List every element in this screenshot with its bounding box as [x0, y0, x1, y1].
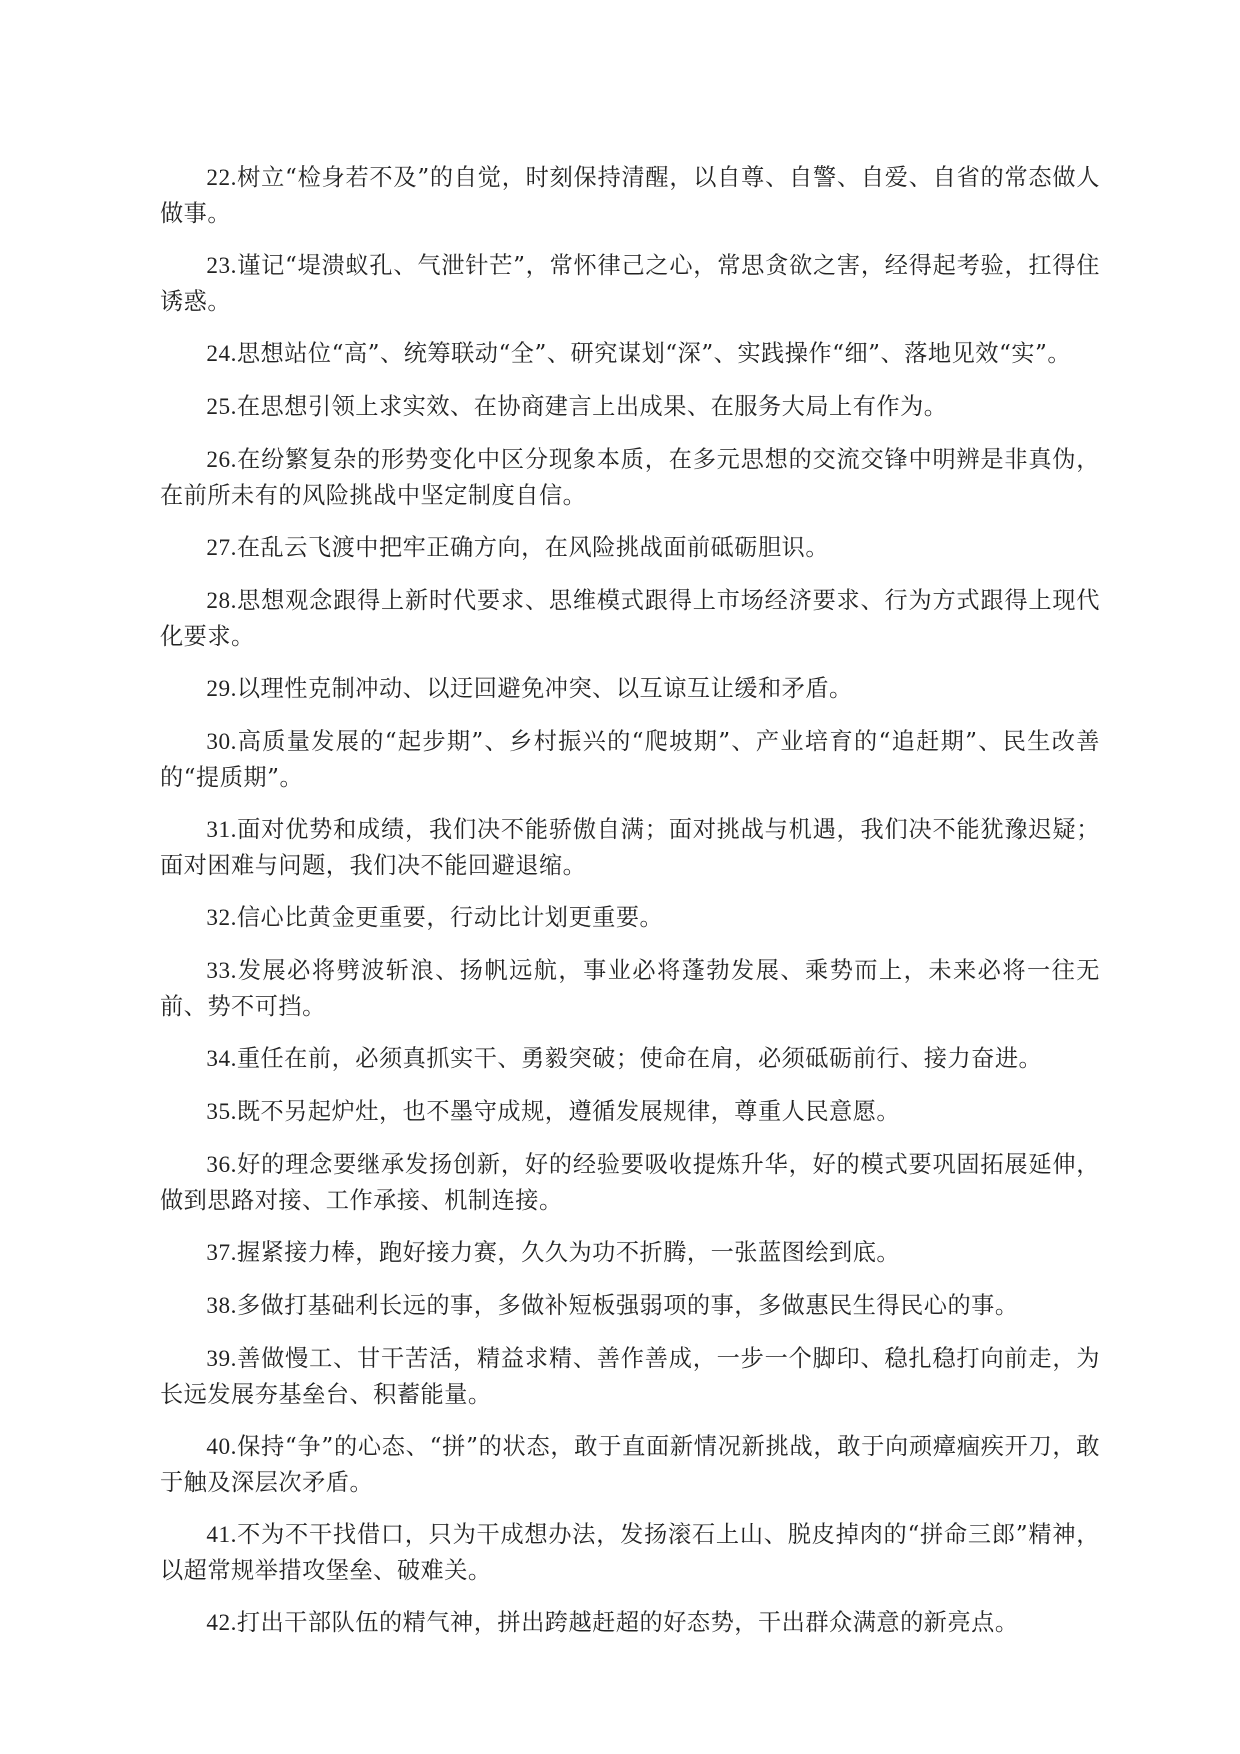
item-text: 打出干部队伍的精气神，拼出跨越赶超的好态势，干出群众满意的新亮点。	[236, 1609, 1019, 1636]
list-item	[160, 953, 1100, 1024]
list-item	[160, 671, 1100, 707]
item-text: 在纷繁复杂的形势变化中区分现象本质，在多元思想的交流交锋中明辨是非真伪，在前所未有的风险挑战中坚定制度自信。	[160, 446, 1100, 509]
item-text: 善做慢工、甘干苦活，精益求精、善作善成，一步一个脚印、稳扎稳打向前走，为长远发展夯基垒台、积蓄能量。	[160, 1345, 1100, 1408]
list-item	[160, 724, 1100, 795]
list-item	[160, 442, 1100, 513]
list-item	[160, 812, 1100, 883]
item-text: 不为不干找借口，只为干成想办法，发扬滚石上山、脱皮掉肉的“拼命三郎”精神，以超常规举措攻堡垒、破难关。	[160, 1521, 1100, 1584]
item-number: 28.	[206, 588, 237, 614]
item-text: 信心比黄金更重要，行动比计划更重要。	[236, 904, 664, 931]
item-text: 以理性克制冲动、以迂回避免冲突、以互谅互让缓和矛盾。	[236, 675, 853, 702]
document-page	[160, 160, 1100, 1658]
list-item	[160, 1429, 1100, 1500]
item-number: 33.	[206, 958, 237, 984]
list-item	[160, 248, 1100, 319]
list-item	[160, 530, 1100, 566]
item-text: 重任在前，必须真抓实干、勇毅突破；使命在肩，必须砥砺前行、接力奋进。	[236, 1045, 1043, 1072]
item-text: 面对优势和成绩，我们决不能骄傲自满；面对挑战与机遇，我们决不能犹豫迟疑；面对困难与问题，我们决不能回避退缩。	[160, 816, 1100, 879]
list-item	[160, 1147, 1100, 1218]
item-number: 39.	[206, 1346, 237, 1372]
list-item	[160, 1094, 1100, 1130]
item-number: 25.	[206, 394, 237, 420]
item-number: 31.	[206, 817, 237, 843]
list-item	[160, 160, 1100, 231]
item-number: 30.	[206, 729, 237, 755]
item-number: 35.	[206, 1099, 237, 1125]
item-number: 34.	[206, 1046, 237, 1072]
item-text: 发展必将劈波斩浪、扬帆远航，事业必将蓬勃发展、乘势而上，未来必将一往无前、势不可挡。	[160, 957, 1100, 1020]
item-text: 保持“争”的心态、“拼”的状态，敢于直面新情况新挑战，敢于向顽瘴痼疾开刀，敢于触及深层次矛盾。	[160, 1433, 1100, 1496]
list-item	[160, 1235, 1100, 1271]
item-number: 22.	[206, 165, 237, 191]
item-number: 27.	[206, 535, 237, 561]
item-text: 好的理念要继承发扬创新，好的经验要吸收提炼升华，好的模式要巩固拓展延伸，做到思路对接、工作承接、机制连接。	[160, 1151, 1100, 1214]
list-item	[160, 583, 1100, 654]
item-text: 既不另起炉灶，也不墨守成规，遵循发展规律，尊重人民意愿。	[236, 1098, 901, 1125]
item-number: 29.	[206, 676, 237, 702]
list-item	[160, 1288, 1100, 1324]
list-item	[160, 900, 1100, 936]
item-number: 23.	[206, 253, 237, 279]
list-item	[160, 336, 1100, 372]
item-text: 在乱云飞渡中把牢正确方向，在风险挑战面前砥砺胆识。	[236, 534, 830, 561]
item-text: 多做打基础利长远的事，多做补短板强弱项的事，多做惠民生得民心的事。	[236, 1292, 1019, 1319]
list-item	[160, 1341, 1100, 1412]
item-number: 26.	[206, 447, 237, 473]
list-item	[160, 1605, 1100, 1641]
item-number: 36.	[206, 1152, 237, 1178]
item-number: 24.	[206, 341, 237, 367]
list-item	[160, 1517, 1100, 1588]
item-text: 高质量发展的“起步期”、乡村振兴的“爬坡期”、产业培育的“追赶期”、民生改善的“提质期”。	[160, 728, 1100, 791]
item-text: 思想站位“高”、统筹联动“全”、研究谋划“深”、实践操作“细”、落地见效“实”。	[236, 340, 1072, 367]
item-number: 42.	[206, 1610, 237, 1636]
item-number: 40.	[206, 1434, 237, 1460]
item-number: 37.	[206, 1240, 237, 1266]
item-text: 在思想引领上求实效、在协商建言上出成果、在服务大局上有作为。	[236, 393, 948, 420]
item-number: 41.	[206, 1522, 237, 1548]
item-number: 38.	[206, 1293, 237, 1319]
item-text: 谨记“堤溃蚁孔、气泄针芒”，常怀律己之心，常思贪欲之害，经得起考验，扛得住诱惑。	[160, 252, 1100, 315]
list-item	[160, 1041, 1100, 1077]
item-number: 32.	[206, 905, 237, 931]
item-text: 树立“检身若不及”的自觉，时刻保持清醒，以自尊、自警、自爱、自省的常态做人做事。	[160, 164, 1100, 227]
list-item	[160, 389, 1100, 425]
item-text: 思想观念跟得上新时代要求、思维模式跟得上市场经济要求、行为方式跟得上现代化要求。	[160, 587, 1100, 650]
item-text: 握紧接力棒，跑好接力赛，久久为功不折腾，一张蓝图绘到底。	[236, 1239, 901, 1266]
